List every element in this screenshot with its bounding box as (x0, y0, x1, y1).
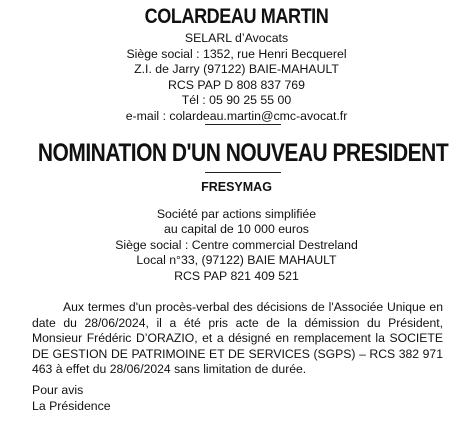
company-address-line: Siège social : Centre commercial Destreland (115, 237, 358, 252)
divider-middle (205, 172, 281, 173)
firm-phone: Tél : 05 90 25 55 00 (181, 93, 292, 108)
notice-closing (32, 383, 111, 414)
firm-email: e-mail : colardeau.martin@cmc-avocat.fr (125, 108, 348, 123)
notice-body-text: Aux termes d'un procès-verbal des décisions de l'Associée Unique en date du 28/06/2024, il a été pris acte de la démission du Président, Monsieur Frédéric D’ORAZIO, et a désigné en remplacement la SOCIETE DE GESTION DE PATRIMOINE ET DE SERVICES (SGPS) – RCS 382 971 463 à effet du 28/06/2024 sans limitation de durée. (32, 300, 443, 377)
closing-for-notice: Pour avis (32, 383, 84, 397)
company-name: FRESYMAG (201, 180, 272, 194)
divider-top (205, 124, 281, 125)
notice-body-paragraph (32, 300, 443, 378)
firm-address-city: Z.I. de Jarry (97122) BAIE-MAHAULT (134, 62, 339, 77)
company-capital: au capital de 10 000 euros (164, 222, 309, 237)
firm-address-line: Siège social : 1352, rue Henri Becquerel (126, 46, 347, 61)
firm-legal-form: SELARL d’Avocats (184, 31, 289, 45)
firm-rcs: RCS PAP D 808 837 769 (168, 77, 305, 92)
company-rcs: RCS PAP 821 409 521 (174, 268, 299, 283)
company-legal-form: Société par actions simplifiée (156, 207, 317, 221)
company-address-city: Local n°33, (97122) BAIE MAHAULT (136, 253, 337, 268)
closing-signatory: La Présidence (32, 398, 111, 413)
company-details (0, 207, 473, 284)
firm-details (0, 31, 473, 125)
firm-name: COLARDEAU MARTIN (144, 5, 329, 28)
notice-headline: NOMINATION D'UN NOUVEAU PRESIDENT (37, 139, 449, 167)
